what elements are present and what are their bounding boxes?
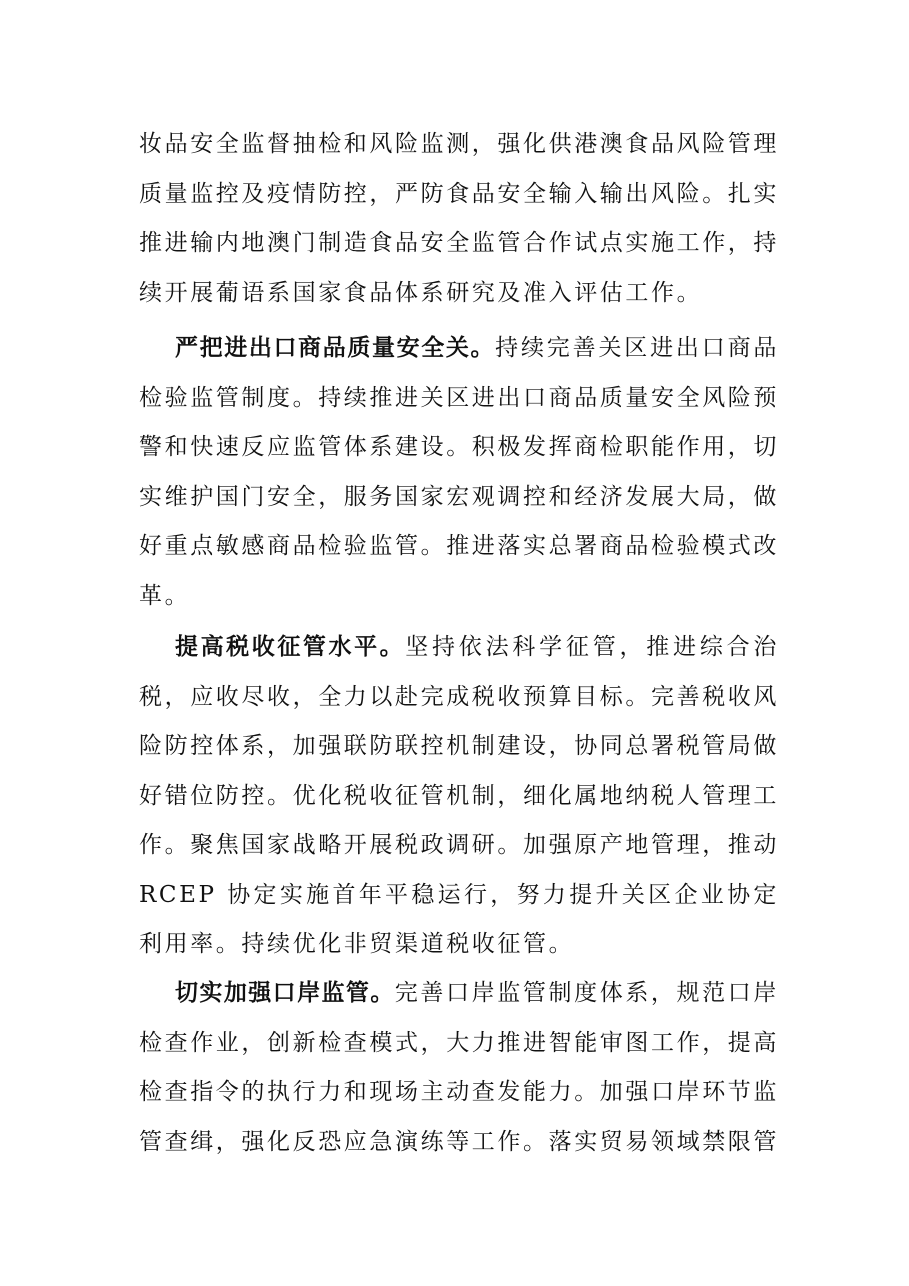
paragraph-lead-heading: 严把进出口商品质量安全关。 xyxy=(175,334,496,361)
paragraph-text: 妆品安全监督抽检和风险监测，强化供港澳食品风险管理质量监控及疫情防控，严防食品安全输入输出风险。扎实推进输内地澳门制造食品安全监管合作试点实施工作，持续开展葡语系国家食品体系研究及准入评估工作。 xyxy=(139,131,779,306)
paragraph-lead-heading: 提高税收征管水平。 xyxy=(175,633,406,660)
paragraph-food-safety xyxy=(139,120,779,318)
paragraph-text: 坚持依法科学征管，推进综合治税，应收尽收，全力以赴完成税收预算目标。完善税收风险防控体系，加强联防联控机制建设，协同总署税管局做好错位防控。优化税收征管机制，细化属地纳税人管理工作。聚焦国家战略开展税政调研。加强原产地管理，推动 RCEP 协定实施首年平稳运行，努力提升关区企业协定利用率。持续优化非贸渠道税收征管。 xyxy=(139,634,779,957)
paragraph-tax-collection xyxy=(139,622,779,970)
paragraph-lead-heading: 切实加强口岸监管。 xyxy=(175,979,395,1006)
paragraph-text: 完善口岸监管制度体系，规范口岸检查作业，创新检查模式，大力推进智能审图工作，提高检查指令的执行力和现场主动查发能力。加强口岸环节监管查缉，强化反恐应急演练等工作。落实贸易领域禁限管 xyxy=(139,980,780,1155)
paragraph-text: 持续完善关区进出口商品检验监管制度。持续推进关区进出口商品质量安全风险预警和快速反应监管体系建设。积极发挥商检职能作用，切实维护国门安全，服务国家宏观调控和经济发展大局，做好重点敏感商品检验监管。推进落实总署商品检验模式改革。 xyxy=(139,335,779,609)
paragraph-commodity-quality xyxy=(139,323,779,621)
paragraph-port-supervision xyxy=(139,968,779,1167)
